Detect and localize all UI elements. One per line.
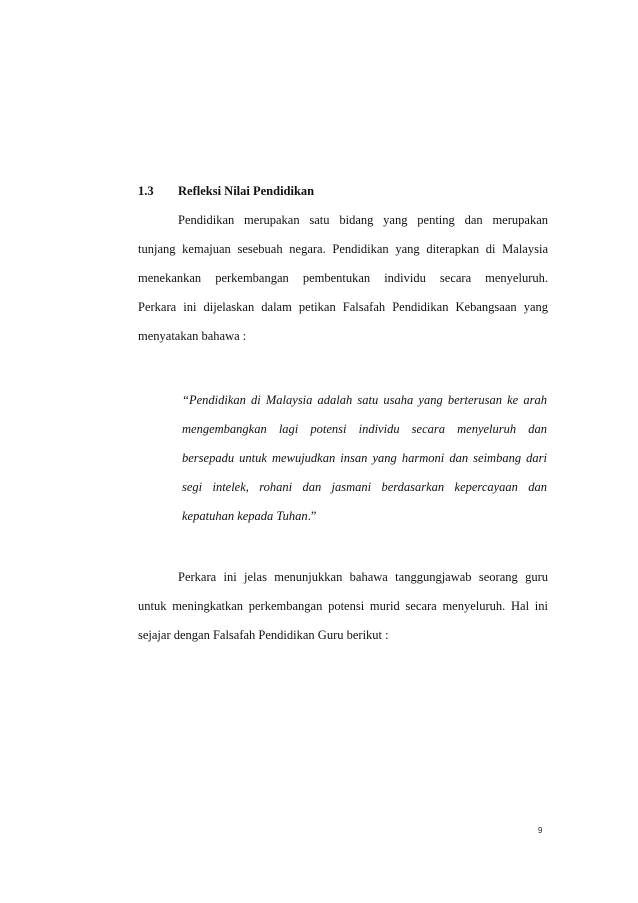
- section-title: Refleksi Nilai Pendidikan: [178, 184, 315, 198]
- paragraph-conclusion: [138, 563, 548, 650]
- paragraph-line: untuk meningkatkan perkembangan potensi murid secara menyeluruh. Hal ini: [138, 599, 548, 613]
- paragraph-line: tunjang kemajuan sesebuah negara. Pendidikan yang diterapkan di Malaysia: [138, 242, 548, 256]
- quote-line-last: [182, 502, 547, 531]
- page-number: 9: [538, 826, 543, 835]
- quote-closing: .”: [307, 509, 317, 523]
- quote-last-text: kepatuhan kepada Tuhan: [182, 509, 308, 523]
- paragraph-line: Pendidikan merupakan satu bidang yang penting dan merupakan: [178, 213, 548, 227]
- paragraph-intro: [138, 206, 548, 351]
- paragraph-line: Perkara ini dijelaskan dalam petikan Falsafah Pendidikan Kebangsaan yang: [138, 300, 548, 314]
- paragraph-line: menyatakan bahawa :: [138, 329, 247, 343]
- section-heading: [138, 184, 314, 199]
- paragraph-line: sejajar dengan Falsafah Pendidikan Guru berikut :: [138, 628, 389, 642]
- paragraph-line: Perkara ini jelas menunjukkan bahawa tanggungjawab seorang guru: [178, 570, 548, 584]
- quote-line: bersepadu untuk mewujudkan insan yang harmoni dan seimbang dari: [182, 451, 547, 465]
- quote-line: mengembangkan lagi potensi individu secara menyeluruh dan: [182, 422, 547, 436]
- paragraph-line: menekankan perkembangan pembentukan individu secara menyeluruh.: [138, 271, 548, 285]
- section-number: 1.3: [138, 184, 154, 198]
- block-quote: [182, 386, 547, 531]
- quote-line: segi intelek, rohani dan jasmani berdasarkan kepercayaan dan: [182, 480, 547, 494]
- quote-line: “Pendidikan di Malaysia adalah satu usaha yang berterusan ke arah: [182, 393, 547, 407]
